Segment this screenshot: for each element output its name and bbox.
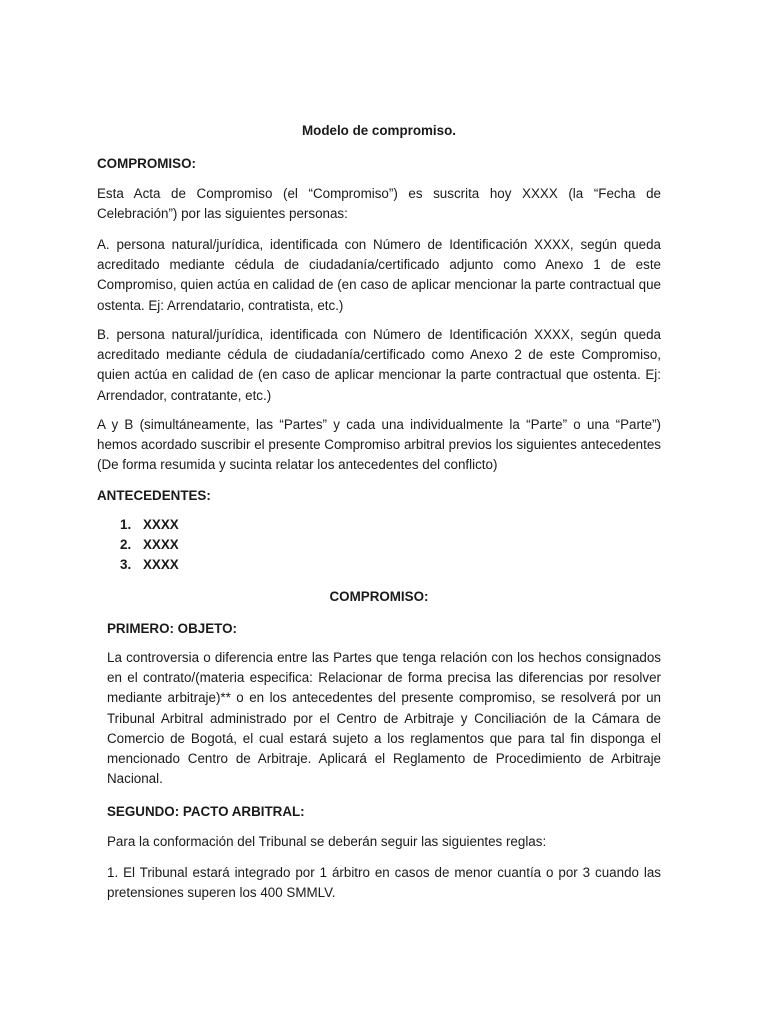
heading-compromiso-center: COMPROMISO: (329, 589, 429, 604)
party-b-paragraph: B. persona natural/jurídica, identificada con Número de Identificación XXXX, según queda acreditado mediante cédula de ciudadanía/certificado como Anexo 2 de este Compromiso, quien actúa en calidad de (en caso de aplicar mencionar la parte contractual que ostenta. Ej: Arrendador, contratante, etc.) (97, 327, 661, 403)
heading-primero-objeto: PRIMERO: OBJETO: (107, 621, 237, 636)
document-title: Modelo de compromiso. (301, 123, 456, 138)
list-item-text: XXXX (143, 517, 179, 532)
list-item-number: 2. (120, 537, 132, 553)
primero-paragraph: La controversia o diferencia entre las Partes que tenga relación con los hechos consignados en el contrato/(materia especifica: Relacionar de forma precisa las diferencias por resolver mediante arbitraje)** o en los antecedentes del presente compromiso, se resolverá por un Tribunal Arbitral administrado por el Centro de Arbitraje y Conciliación de la Cámara de Comercio de Bogotá, el cual estará sujeto a los reglamentos que para tal fin disponga el mencionado Centro de Arbitraje. Aplicará el Reglamento de Procedimiento de Arbitraje Nacional. (107, 650, 661, 787)
list-item (120, 535, 179, 555)
party-a-paragraph: A. persona natural/jurídica, identificada con Número de Identificación XXXX, según queda acreditado mediante cédula de ciudadanía/certificado adjunto como Anexo 1 de este Compromiso, quien actúa en calidad de (en caso de aplicar mencionar la parte contractual que ostenta. Ej: Arrendatario, contratista, etc.) (97, 237, 661, 313)
heading-segundo-pacto: SEGUNDO: PACTO ARBITRAL: (107, 804, 305, 819)
list-item (120, 555, 179, 575)
list-item-text: XXXX (143, 537, 179, 553)
intro-paragraph: Esta Acta de Compromiso (el “Compromiso”) es suscrita hoy XXXX (la “Fecha de Celebración”) por las siguientes personas: (97, 186, 661, 222)
list-item-number: 1. (120, 517, 132, 532)
list-item-text: XXXX (143, 557, 179, 573)
antecedentes-list (120, 515, 179, 576)
list-item (120, 515, 179, 535)
heading-antecedentes: ANTECEDENTES: (97, 488, 211, 503)
heading-compromiso: COMPROMISO: (97, 156, 196, 171)
list-item-number: 3. (120, 557, 132, 573)
segundo-intro-paragraph: Para la conformación del Tribunal se deberán seguir las siguientes reglas: (107, 834, 547, 849)
regla-1-paragraph: 1. El Tribunal estará integrado por 1 árbitro en casos de menor cuantía o por 3 cuando las pretensiones superen los 400 SMMLV. (107, 865, 661, 901)
parties-paragraph: A y B (simultáneamente, las “Partes” y cada una individualmente la “Parte” o una “Parte”) hemos acordado suscribir el presente Compromiso arbitral previos los siguientes antecedentes (De forma resumida y sucinta relatar los antecedentes del conflicto) (97, 417, 661, 473)
